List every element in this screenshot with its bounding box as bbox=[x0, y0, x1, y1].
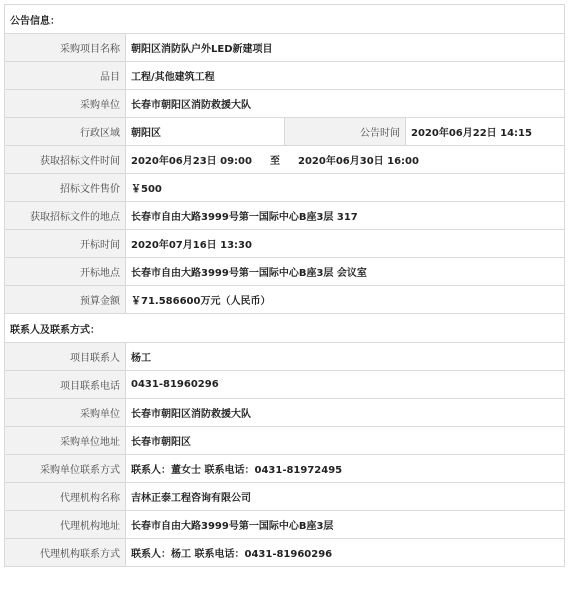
section-title: 联系人及联系方式： bbox=[5, 314, 565, 343]
field-label: 项目联系电话 bbox=[5, 371, 126, 399]
field-label: 采购单位 bbox=[5, 90, 126, 118]
field-label: 采购单位联系方式 bbox=[5, 455, 126, 483]
table-row bbox=[5, 455, 565, 483]
table-row bbox=[5, 34, 565, 62]
field-value: ￥71.586600万元（人民币） bbox=[126, 286, 565, 314]
field-label: 行政区域 bbox=[5, 118, 126, 146]
table-row bbox=[5, 427, 565, 455]
table-row bbox=[5, 118, 565, 146]
field-value: 0431-81960296 bbox=[126, 371, 565, 399]
field-label: 采购项目名称 bbox=[5, 34, 126, 62]
obtain-start: 2020年06月23日 09:00 bbox=[131, 156, 252, 167]
field-label: 招标文件售价 bbox=[5, 174, 126, 202]
field-value: 2020年06月22日 14:15 bbox=[406, 118, 565, 146]
table-row bbox=[5, 258, 565, 286]
field-value: 工程/其他建筑工程 bbox=[126, 62, 565, 90]
table-row bbox=[5, 174, 565, 202]
field-label: 获取招标文件的地点 bbox=[5, 202, 126, 230]
field-label: 开标地点 bbox=[5, 258, 126, 286]
field-label: 代理机构地址 bbox=[5, 511, 126, 539]
table-row bbox=[5, 90, 565, 118]
field-value: 吉林正泰工程咨询有限公司 bbox=[126, 483, 565, 511]
field-value: 朝阳区 bbox=[126, 118, 285, 146]
field-label: 预算金额 bbox=[5, 286, 126, 314]
table-row bbox=[5, 511, 565, 539]
field-label: 开标时间 bbox=[5, 230, 126, 258]
field-value bbox=[126, 146, 565, 174]
announcement-table bbox=[4, 4, 565, 567]
field-value: 长春市自由大路3999号第一国际中心B座3层 会议室 bbox=[126, 258, 565, 286]
field-value: ￥500 bbox=[126, 174, 565, 202]
table-row bbox=[5, 399, 565, 427]
field-value: 2020年07月16日 13:30 bbox=[126, 230, 565, 258]
field-value: 长春市朝阳区消防救援大队 bbox=[126, 90, 565, 118]
table-row bbox=[5, 146, 565, 174]
field-label: 公告时间 bbox=[285, 118, 406, 146]
field-value: 联系人：杨工 联系电话：0431-81960296 bbox=[126, 539, 565, 567]
table-row bbox=[5, 62, 565, 90]
table-row bbox=[5, 483, 565, 511]
field-label: 采购单位 bbox=[5, 399, 126, 427]
field-label: 项目联系人 bbox=[5, 343, 126, 371]
field-value: 杨工 bbox=[126, 343, 565, 371]
field-value: 朝阳区消防队户外LED新建项目 bbox=[126, 34, 565, 62]
table-row bbox=[5, 286, 565, 314]
field-value: 联系人：董女士 联系电话：0431-81972495 bbox=[126, 455, 565, 483]
section-title: 公告信息： bbox=[5, 5, 565, 34]
table-row bbox=[5, 371, 565, 399]
obtain-end: 2020年06月30日 16:00 bbox=[297, 156, 419, 167]
table-row bbox=[5, 202, 565, 230]
field-value: 长春市自由大路3999号第一国际中心B座3层 317 bbox=[126, 202, 565, 230]
obtain-to: 至 bbox=[269, 156, 280, 167]
field-value: 长春市朝阳区 bbox=[126, 427, 565, 455]
section-header-contacts bbox=[5, 314, 565, 343]
field-value: 长春市朝阳区消防救援大队 bbox=[126, 399, 565, 427]
field-value: 长春市自由大路3999号第一国际中心B座3层 bbox=[126, 511, 565, 539]
table-row bbox=[5, 539, 565, 567]
field-label: 品目 bbox=[5, 62, 126, 90]
table-row bbox=[5, 230, 565, 258]
field-label: 采购单位地址 bbox=[5, 427, 126, 455]
field-label: 代理机构名称 bbox=[5, 483, 126, 511]
section-header-announcement bbox=[5, 5, 565, 34]
field-label: 获取招标文件时间 bbox=[5, 146, 126, 174]
field-label: 代理机构联系方式 bbox=[5, 539, 126, 567]
table-row bbox=[5, 343, 565, 371]
